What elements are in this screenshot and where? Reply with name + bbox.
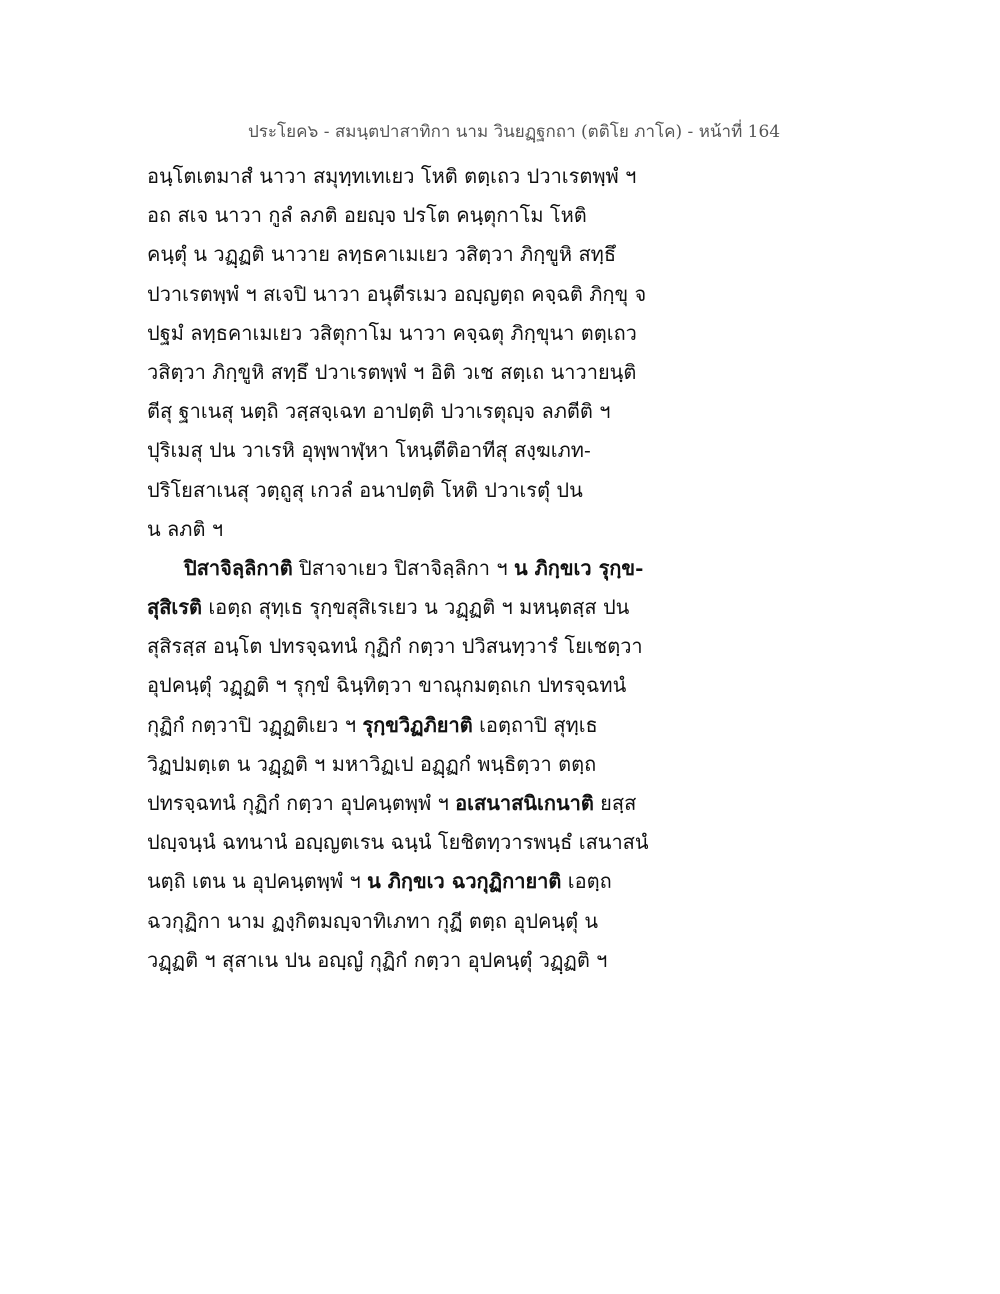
bold-term: ปิสาจิลฺลิกาติ bbox=[184, 555, 293, 580]
text-line: น ลภติ ฯ bbox=[147, 516, 224, 541]
bold-term: สุสิเรติ bbox=[147, 595, 202, 620]
text-line: วฏฺฏติ ฯ สุสาเน ปน อญฺญํ กุฏิกํ กตฺวา อุปคนฺตุํ วฏฺฏติ ฯ bbox=[147, 947, 608, 972]
bold-term: รุกฺขวิฏภิยาติ bbox=[362, 712, 473, 737]
paragraph-start-line bbox=[147, 549, 687, 588]
text-line bbox=[147, 588, 687, 627]
text-line bbox=[147, 784, 687, 823]
text-line: ปวาเรตพฺพํ ฯ สเจปิ นาวา อนุตีรเมว อญฺญตฺถ คจฺฉติ ภิกฺขุ จ bbox=[147, 281, 647, 306]
text-line: ตีสุ ฐาเนสุ นตฺถิ วสฺสจฺเฉท อาปตฺติ ปวาเรตุญฺจ ลภตีติ ฯ bbox=[147, 399, 611, 424]
text-line: คนฺตุํ น วฏฺฏติ นาวาย ลทฺธคาเมเยว วสิตฺวา ภิกฺขูหิ สทฺธึ bbox=[147, 242, 617, 267]
text-segment: ปทรจฺฉทนํ กุฏิกํ กตฺวา อุปคนฺตพฺพํ ฯ bbox=[147, 791, 456, 815]
text-line: อถ สเจ นาวา กูลํ ลภติ อยญฺจ ปรโต คนฺตุกาโม โหติ bbox=[147, 203, 587, 228]
text-line: วิฏปมตฺเต น วฏฺฏติ ฯ มหาวิฏเป อฏฺฏกํ พนฺธิตฺวา ตตฺถ bbox=[147, 751, 597, 776]
text-segment: ปิสาจาเยว ปิสาจิลฺลิกา ฯ bbox=[292, 555, 514, 580]
text-line: ปฐมํ ลทฺธคาเมเยว วสิตุกาโม นาวา คจฺฉตุ ภิกฺขุนา ตตฺเถว bbox=[147, 320, 637, 345]
text-segment: เอตฺถ สุทฺเธ รุกฺขสุสิเรเยว น วฏฺฏติ ฯ มหนฺตสฺส ปน bbox=[201, 595, 630, 620]
text-line: วสิตฺวา ภิกฺขูหิ สทฺธึ ปวาเรตพฺพํ ฯ อิติ วเช สตฺเถ นาวายนฺติ bbox=[147, 359, 637, 384]
text-segment: เอตฺถ bbox=[561, 869, 612, 894]
text-line: ฉวกุฏิกา นาม ฏงฺกิตมญฺจาทิเภทา กุฏี ตตฺถ อุปคนฺตุํ น bbox=[147, 908, 599, 933]
running-header: ประโยค๖ - สมนฺตปาสาทิกา นาม วินยฏฺฐกถา (ตติโย ภาโค) - หน้าที่ 164 bbox=[248, 122, 781, 142]
bold-term: น ภิกฺขเว รุกฺข- bbox=[513, 555, 644, 580]
text-segment: ยสฺส bbox=[593, 791, 637, 815]
text-line bbox=[147, 862, 687, 901]
text-line: อุปคนฺตุํ วฏฺฏติ ฯ รุกฺขํ ฉินฺทิตฺวา ขาณุกมตฺถเก ปทรจฺฉทนํ bbox=[147, 673, 627, 698]
text-line: ปริโยสาเนสุ วตฺถูสุ เกวลํ อนาปตฺติ โหติ ปวาเรตุํ ปน bbox=[147, 477, 583, 502]
text-line: ปุริเมสุ ปน วาเรหิ อุพฺพาฬฺหา โหนฺตีติอาทีสุ สงฺฆเภท- bbox=[147, 438, 591, 463]
text-line: อนฺโตเตมาสํ นาวา สมุทฺทเทเยว โหติ ตตฺเถว ปวาเรตพฺพํ ฯ bbox=[147, 164, 637, 188]
text-line bbox=[147, 706, 687, 745]
bold-term: อเสนาสนิเกนาติ bbox=[455, 791, 594, 815]
text-segment: เอตฺถาปิ สุทฺเธ bbox=[472, 712, 598, 737]
bold-term: น ภิกฺขเว ฉวกุฏิกายาติ bbox=[367, 869, 562, 894]
text-line: ปญฺจนฺนํ ฉทนานํ อญฺญตเรน ฉนฺนํ โยชิตทฺวารพนฺธํ เสนาสนํ bbox=[147, 830, 649, 855]
text-segment: กุฏิกํ กตฺวาปิ วฏฺฏติเยว ฯ bbox=[147, 712, 363, 737]
body-text bbox=[147, 157, 687, 980]
text-line: สุสิรสฺส อนฺโต ปทรจฺฉทนํ กุฏิกํ กตฺวา ปวิสนทฺวารํ โยเชตฺวา bbox=[147, 634, 643, 659]
text-segment: นตฺถิ เตน น อุปคนฺตพฺพํ ฯ bbox=[147, 869, 368, 894]
